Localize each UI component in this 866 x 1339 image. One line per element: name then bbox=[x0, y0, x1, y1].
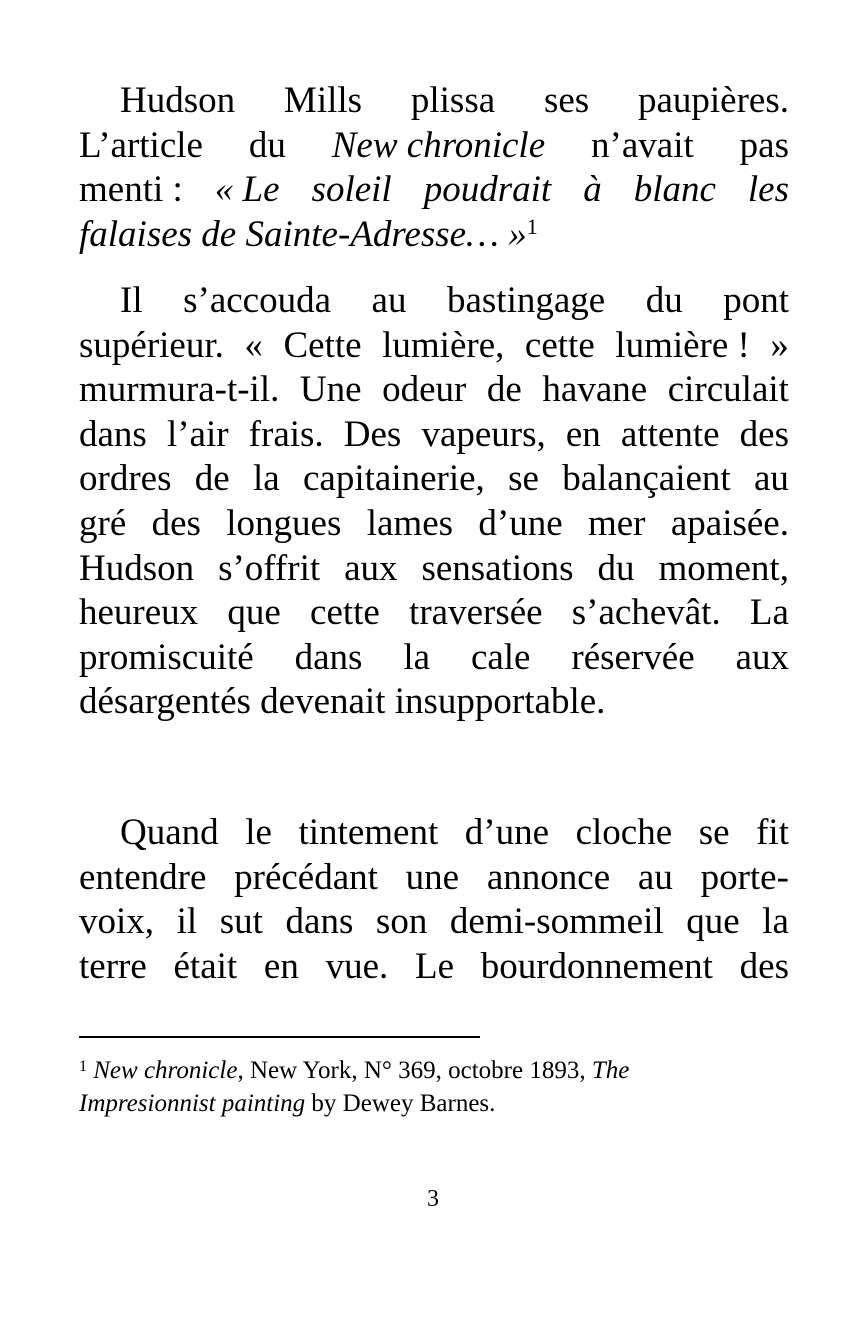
text-line bbox=[79, 547, 789, 592]
word: du bbox=[597, 547, 635, 589]
word: La bbox=[749, 592, 789, 634]
publication-title: New chronicle bbox=[331, 124, 546, 166]
word: du bbox=[248, 124, 286, 166]
page-number: 3 bbox=[427, 1186, 439, 1212]
word: n’avait bbox=[591, 124, 694, 166]
word: demi-sommeil bbox=[449, 901, 664, 943]
word: était bbox=[173, 945, 238, 987]
quote-text: falaises de Sainte-Adresse… » bbox=[79, 213, 527, 255]
word: Une bbox=[299, 369, 362, 411]
word: vapeurs, bbox=[421, 413, 546, 455]
text-line bbox=[79, 945, 789, 990]
word: lumière, bbox=[382, 324, 505, 366]
word: entendre bbox=[79, 856, 207, 898]
word: apaisée. bbox=[670, 502, 789, 544]
word: d’une bbox=[478, 502, 563, 544]
quote-word: blanc bbox=[633, 169, 716, 211]
word: voix, bbox=[79, 901, 155, 943]
word: fit bbox=[756, 812, 789, 853]
word: Hudson bbox=[79, 547, 195, 589]
text-line bbox=[79, 811, 789, 856]
word: cette bbox=[524, 324, 595, 366]
word: Le bbox=[414, 945, 454, 987]
paragraph-3 bbox=[79, 811, 789, 989]
word: que bbox=[227, 592, 281, 634]
word: que bbox=[686, 901, 740, 943]
word: paupières. bbox=[637, 80, 789, 121]
word: au bbox=[753, 458, 789, 500]
word: bastingage bbox=[446, 280, 606, 321]
word: la bbox=[762, 901, 789, 943]
word: promiscuité bbox=[79, 636, 254, 678]
word: dans bbox=[294, 636, 363, 678]
word: s’accouda bbox=[183, 280, 332, 321]
text-line bbox=[79, 502, 789, 547]
text-line bbox=[79, 591, 789, 636]
word: la bbox=[253, 458, 280, 500]
quote-word: « Le bbox=[214, 169, 280, 211]
quote-word: poudrait bbox=[423, 169, 552, 211]
word: des bbox=[739, 945, 789, 987]
word: il bbox=[176, 901, 198, 943]
footnote-reference[interactable]: 1 bbox=[526, 213, 538, 239]
footnote-marker: 1 bbox=[79, 1058, 87, 1075]
word: traversée bbox=[409, 592, 543, 634]
word: havane bbox=[542, 369, 648, 411]
word: de bbox=[194, 458, 230, 500]
paragraph-1 bbox=[79, 79, 789, 257]
word: cloche bbox=[575, 812, 673, 853]
word: L’article bbox=[79, 124, 203, 166]
word: des bbox=[151, 502, 201, 544]
word: aux bbox=[344, 547, 398, 589]
word: plissa bbox=[410, 80, 496, 121]
text-line bbox=[79, 79, 789, 124]
word: Mills bbox=[283, 80, 363, 121]
quote-word: soleil bbox=[311, 169, 392, 211]
quote-word: les bbox=[747, 169, 789, 211]
footnote bbox=[79, 1054, 789, 1120]
word: réservée bbox=[571, 636, 695, 678]
word: du bbox=[645, 280, 683, 321]
word: l’air bbox=[166, 413, 229, 455]
word: Quand bbox=[120, 812, 219, 853]
word: longues bbox=[226, 502, 342, 544]
footnote-details: , New York, N° 369, octobre 1893, bbox=[237, 1057, 592, 1084]
word: lumière ! bbox=[615, 324, 750, 366]
word: au bbox=[371, 280, 407, 321]
text-line bbox=[79, 213, 789, 258]
word: sut bbox=[219, 901, 263, 943]
word: le bbox=[245, 812, 272, 853]
word: pas bbox=[739, 124, 789, 166]
word: aux bbox=[735, 636, 789, 678]
word: se bbox=[508, 458, 539, 500]
text-line bbox=[79, 168, 789, 213]
word: ordres bbox=[79, 458, 172, 500]
line-text: désargentés devenait insupportable. bbox=[79, 681, 606, 723]
text-line bbox=[79, 636, 789, 681]
word: en bbox=[263, 945, 299, 987]
text-line bbox=[79, 680, 789, 725]
footnote-separator bbox=[79, 1036, 480, 1038]
word: odeur bbox=[382, 369, 467, 411]
word: cette bbox=[310, 592, 380, 634]
text-line bbox=[79, 368, 789, 413]
footnote-source: New chronicle bbox=[93, 1057, 238, 1084]
word: « bbox=[244, 324, 263, 366]
text-line bbox=[79, 413, 789, 458]
word: la bbox=[403, 636, 431, 678]
word: capitainerie, bbox=[303, 458, 485, 500]
word: pont bbox=[723, 280, 789, 321]
word: terre bbox=[79, 945, 147, 987]
word: mer bbox=[587, 502, 646, 544]
word: se bbox=[698, 812, 730, 853]
word: cale bbox=[470, 636, 531, 678]
word: dans bbox=[285, 901, 354, 943]
footnote-title-part: Impresionnist painting bbox=[79, 1090, 306, 1117]
word: circulait bbox=[667, 369, 789, 411]
word: ses bbox=[543, 80, 590, 121]
word: annonce bbox=[486, 856, 611, 898]
paragraph-2 bbox=[79, 279, 789, 725]
word: au bbox=[637, 856, 673, 898]
word: son bbox=[375, 901, 428, 943]
word: moment, bbox=[658, 547, 789, 589]
word: d’une bbox=[464, 812, 550, 853]
word: murmura-t-il. bbox=[79, 369, 280, 411]
text-line bbox=[79, 324, 789, 369]
word: tintement bbox=[298, 812, 439, 853]
quote-word: à bbox=[583, 169, 602, 211]
text-line bbox=[79, 457, 789, 502]
word: sensations bbox=[421, 547, 574, 589]
text-line bbox=[79, 124, 789, 169]
word: Cette bbox=[283, 324, 362, 366]
word: Il bbox=[120, 280, 143, 321]
word: frais. bbox=[248, 413, 324, 455]
word: porte- bbox=[700, 856, 789, 898]
word: lames bbox=[366, 502, 454, 544]
word: des bbox=[739, 413, 789, 455]
word: gré bbox=[79, 502, 127, 544]
word: s’offrit bbox=[218, 547, 321, 589]
word: de bbox=[486, 369, 522, 411]
text-line bbox=[79, 900, 789, 945]
text-line bbox=[79, 856, 789, 901]
word: heureux bbox=[79, 592, 199, 634]
word: précédant bbox=[234, 856, 378, 898]
word: s’achevât. bbox=[571, 592, 721, 634]
word: Hudson bbox=[120, 80, 236, 121]
footnote-title-part: The bbox=[591, 1057, 630, 1084]
footnote-byline: by Dewey Barnes. bbox=[305, 1090, 496, 1117]
word: en bbox=[565, 413, 601, 455]
word: » bbox=[770, 324, 789, 366]
word: dans bbox=[79, 413, 147, 455]
word: supérieur. bbox=[79, 324, 224, 366]
word: attente bbox=[620, 413, 720, 455]
word: Des bbox=[343, 413, 402, 455]
word: balançaient bbox=[562, 458, 731, 500]
word: une bbox=[405, 856, 460, 898]
text-line bbox=[79, 279, 789, 324]
word: menti : bbox=[79, 169, 183, 211]
word: vue. bbox=[325, 945, 389, 987]
word: bourdonnement bbox=[480, 945, 713, 987]
